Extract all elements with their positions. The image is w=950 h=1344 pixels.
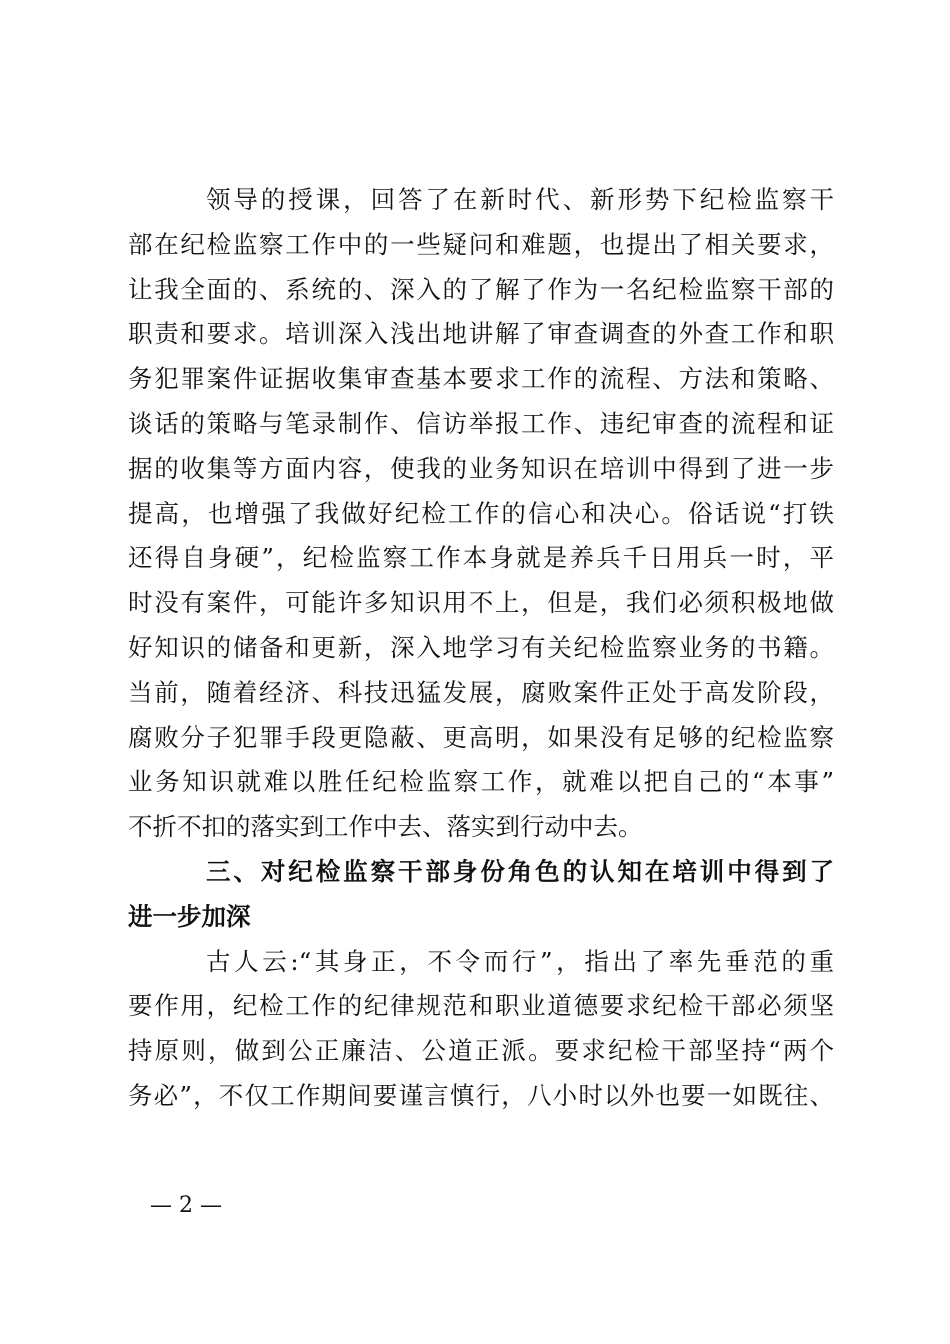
paragraph-1-line-1: 领导的授课，回答了在新时代、新形势下纪检监察干 [206, 185, 834, 214]
paragraph-1-line-14: 业务知识就难以胜任纪检监察工作，就难以把自己的“本事” [128, 767, 834, 797]
section-heading-line-2: 进一步加深 [128, 901, 251, 931]
paragraph-1-line-8: 提高，也增强了我做好纪检工作的信心和决心。俗话说“打铁 [128, 498, 834, 528]
paragraph-1-line-11: 好知识的储备和更新，深入地学习有关纪检监察业务的书籍。 [128, 632, 834, 662]
paragraph-1-line-6: 谈话的策略与笔录制作、信访举报工作、违纪审查的流程和证 [128, 408, 834, 438]
paragraph-1-line-3: 让我全面的、系统的、深入的了解了作为一名纪检监察干部的 [128, 274, 834, 304]
paragraph-1-line-9: 还得自身硬”，纪检监察工作本身就是养兵千日用兵一时，平 [128, 543, 834, 573]
paragraph-2-line-2: 要作用，纪检工作的纪律规范和职业道德要求纪检干部必须坚 [128, 991, 834, 1021]
paragraph-1-line-15: 不折不扣的落实到工作中去、落实到行动中去。 [128, 812, 643, 842]
paragraph-2-line-4: 务必”，不仅工作期间要谨言慎行，八小时以外也要一如既往、 [128, 1080, 834, 1110]
paragraph-1-line-7: 据的收集等方面内容，使我的业务知识在培训中得到了进一步 [128, 453, 834, 483]
paragraph-2-line-1: 古人云:“其身正，不令而行”，指出了率先垂范的重 [206, 946, 834, 976]
paragraph-1-line-12: 当前，随着经济、科技迅猛发展，腐败案件正处于高发阶段， [128, 677, 834, 707]
document-body [128, 178, 834, 1119]
paragraph-2-line-3: 持原则，做到公正廉洁、公道正派。要求纪检干部坚持“两个 [128, 1036, 834, 1066]
paragraph-1-line-2: 部在纪检监察工作中的一些疑问和难题，也提出了相关要求， [128, 229, 834, 259]
paragraph-1-line-4: 职责和要求。培训深入浅出地讲解了审查调查的外查工作和职 [128, 319, 834, 349]
paragraph-1-line-13: 腐败分子犯罪手段更隐蔽、更高明，如果没有足够的纪检监察 [128, 722, 834, 752]
section-heading-line-1: 三、对纪检监察干部身份角色的认知在培训中得到了 [206, 856, 834, 886]
page-number: — 2 — [150, 1193, 222, 1218]
paragraph-1-line-10: 时没有案件，可能许多知识用不上，但是，我们必须积极地做 [128, 588, 834, 618]
paragraph-1-line-5: 务犯罪案件证据收集审查基本要求工作的流程、方法和策略、 [128, 364, 834, 394]
